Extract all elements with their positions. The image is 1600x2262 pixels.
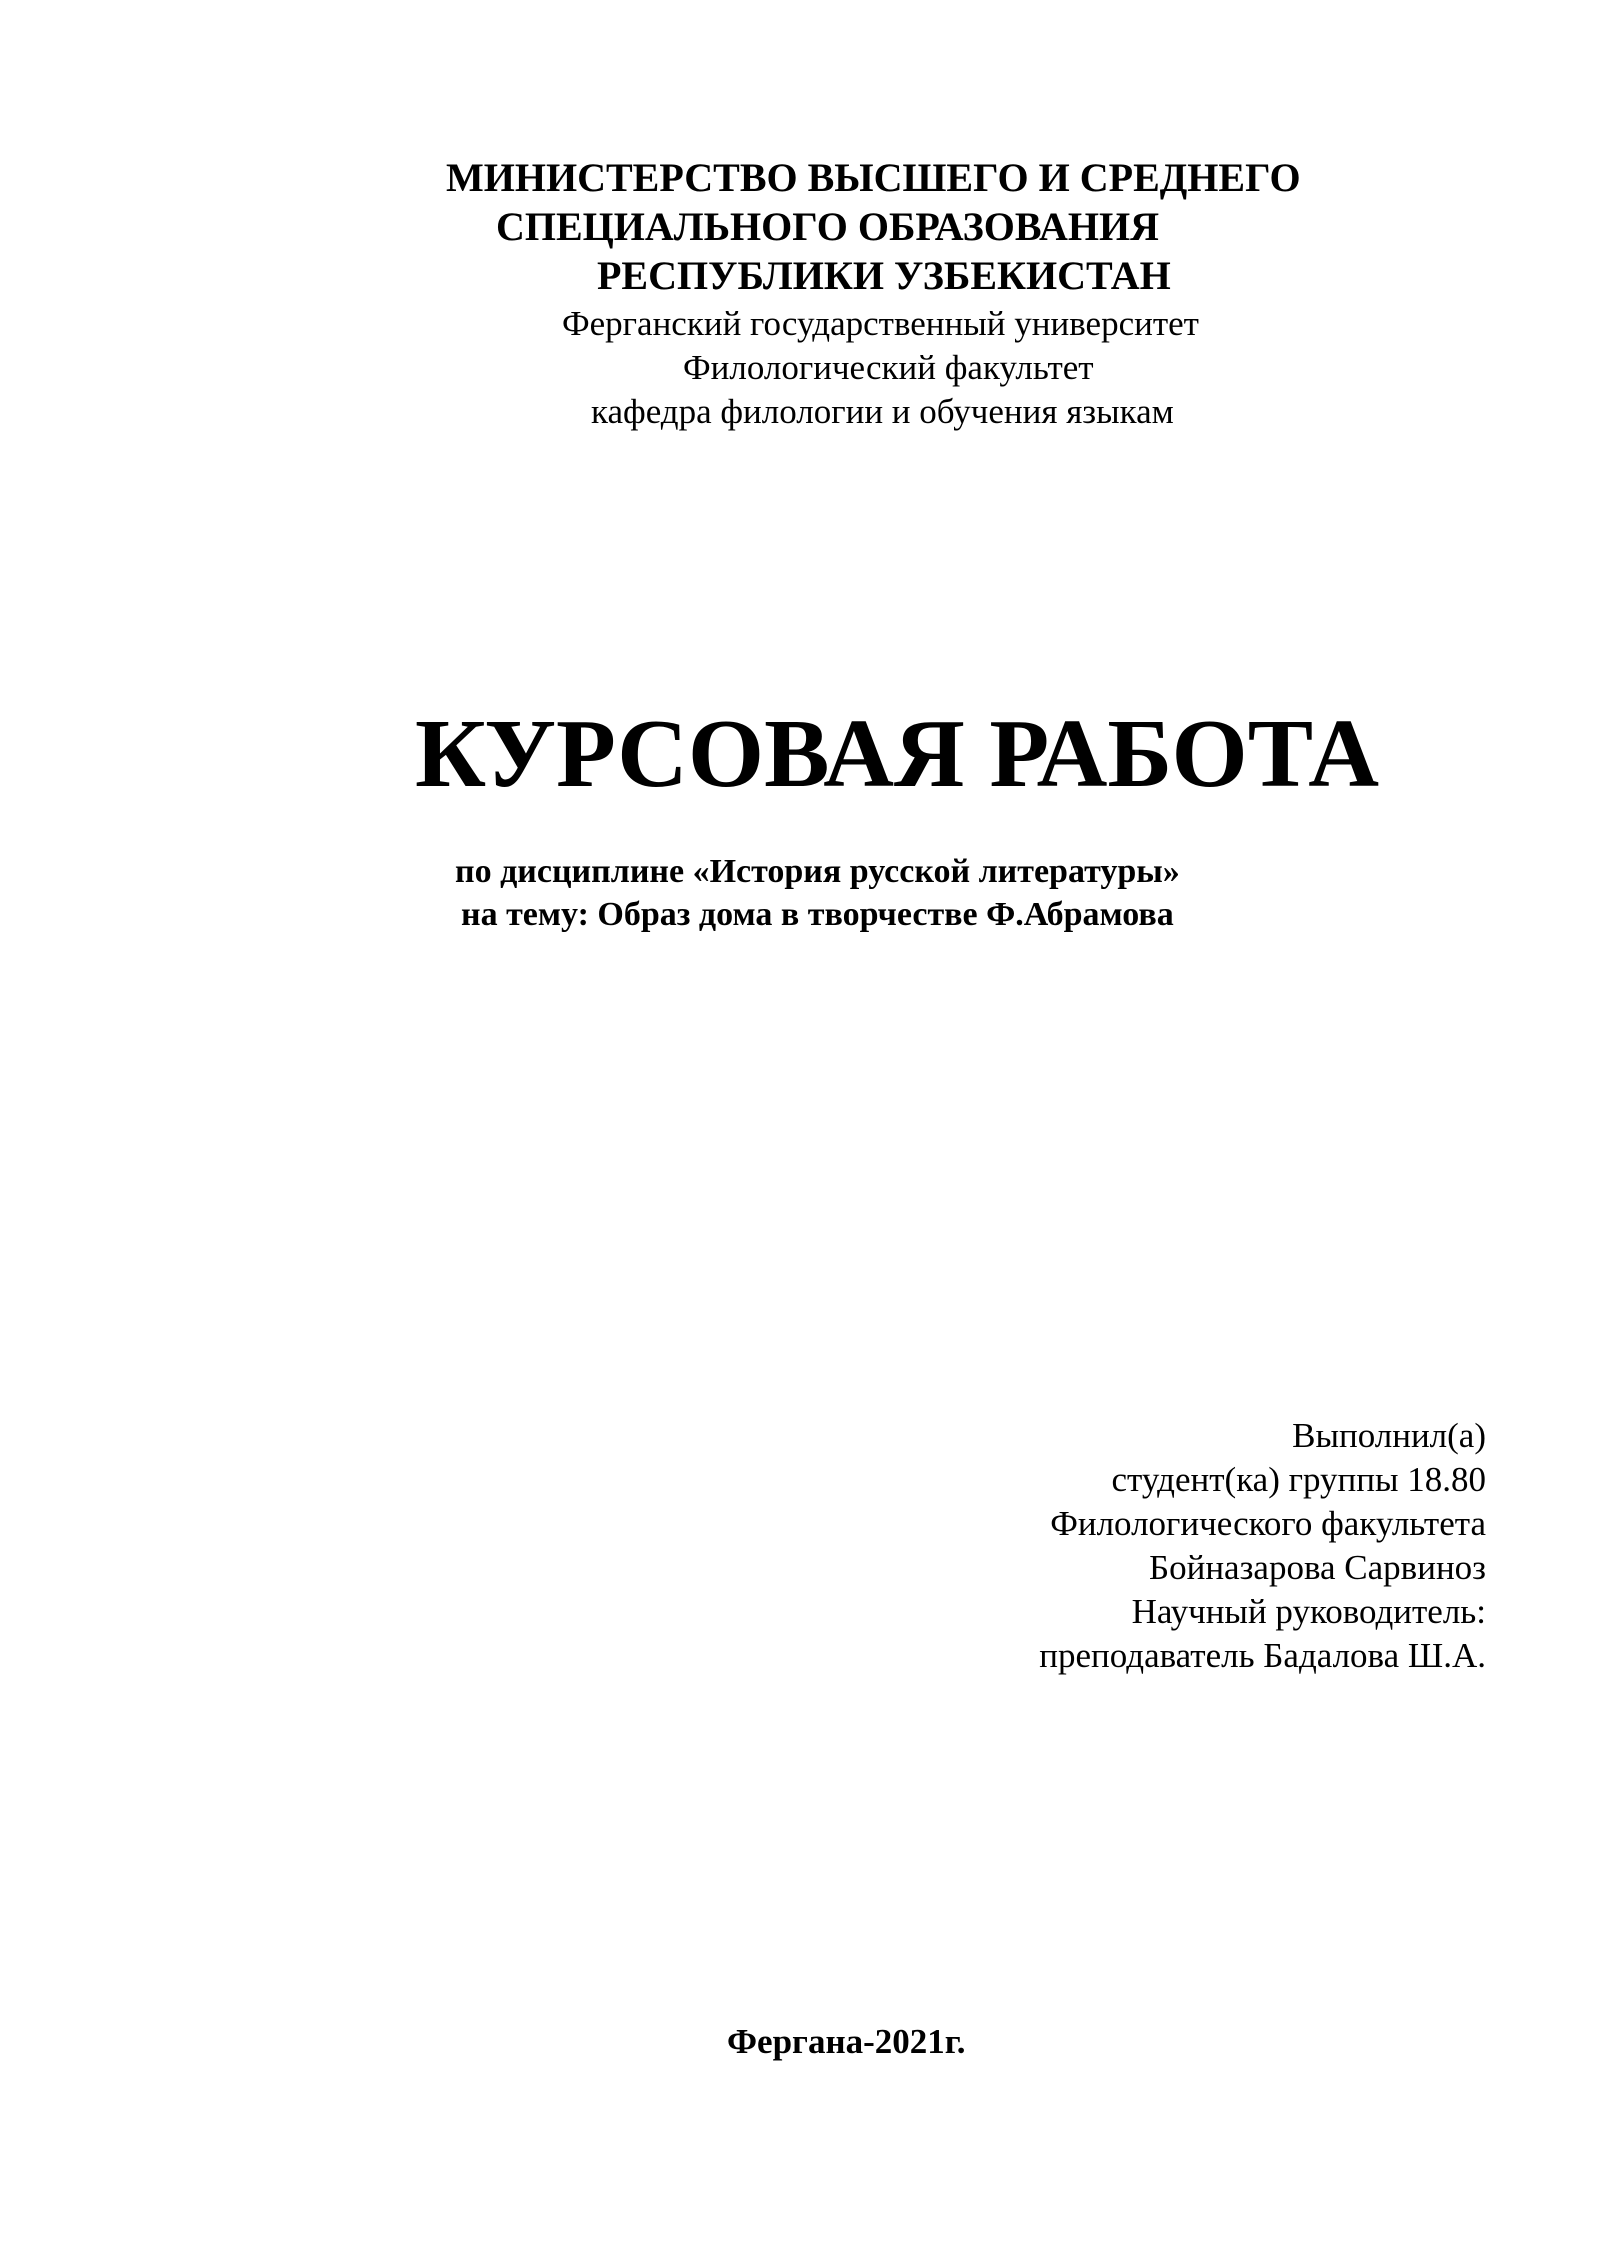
faculty-name: Филологический факультет: [683, 348, 1094, 387]
performed-label: Выполнил(а): [1292, 1416, 1486, 1455]
student-faculty: Филологического факультета: [1050, 1504, 1486, 1543]
city-year: Фергана-2021г.: [727, 2022, 966, 2061]
supervisor-label: Научный руководитель:: [1131, 1592, 1486, 1631]
discipline-line: по дисциплине «История русской литературы»: [455, 853, 1180, 890]
supervisor-name: преподаватель Бадалова Ш.А.: [1039, 1636, 1486, 1675]
document-title: КУРСОВАЯ РАБОТА: [415, 700, 1380, 808]
ministry-line-3: РЕСПУБЛИКИ УЗБЕКИСТАН: [597, 253, 1171, 298]
ministry-line-2: СПЕЦИАЛЬНОГО ОБРАЗОВАНИЯ: [496, 204, 1159, 249]
ministry-line-1: МИНИСТЕРСТВО ВЫСШЕГО И СРЕДНЕГО: [446, 155, 1301, 200]
university-name: Ферганский государственный университет: [562, 304, 1199, 343]
department-name: кафедра филологии и обучения языкам: [591, 392, 1174, 431]
student-group: студент(ка) группы 18.80: [1111, 1460, 1486, 1499]
topic-line: на тему: Образ дома в творчестве Ф.Абрамова: [461, 896, 1174, 933]
student-name: Бойназарова Сарвиноз: [1149, 1548, 1486, 1587]
